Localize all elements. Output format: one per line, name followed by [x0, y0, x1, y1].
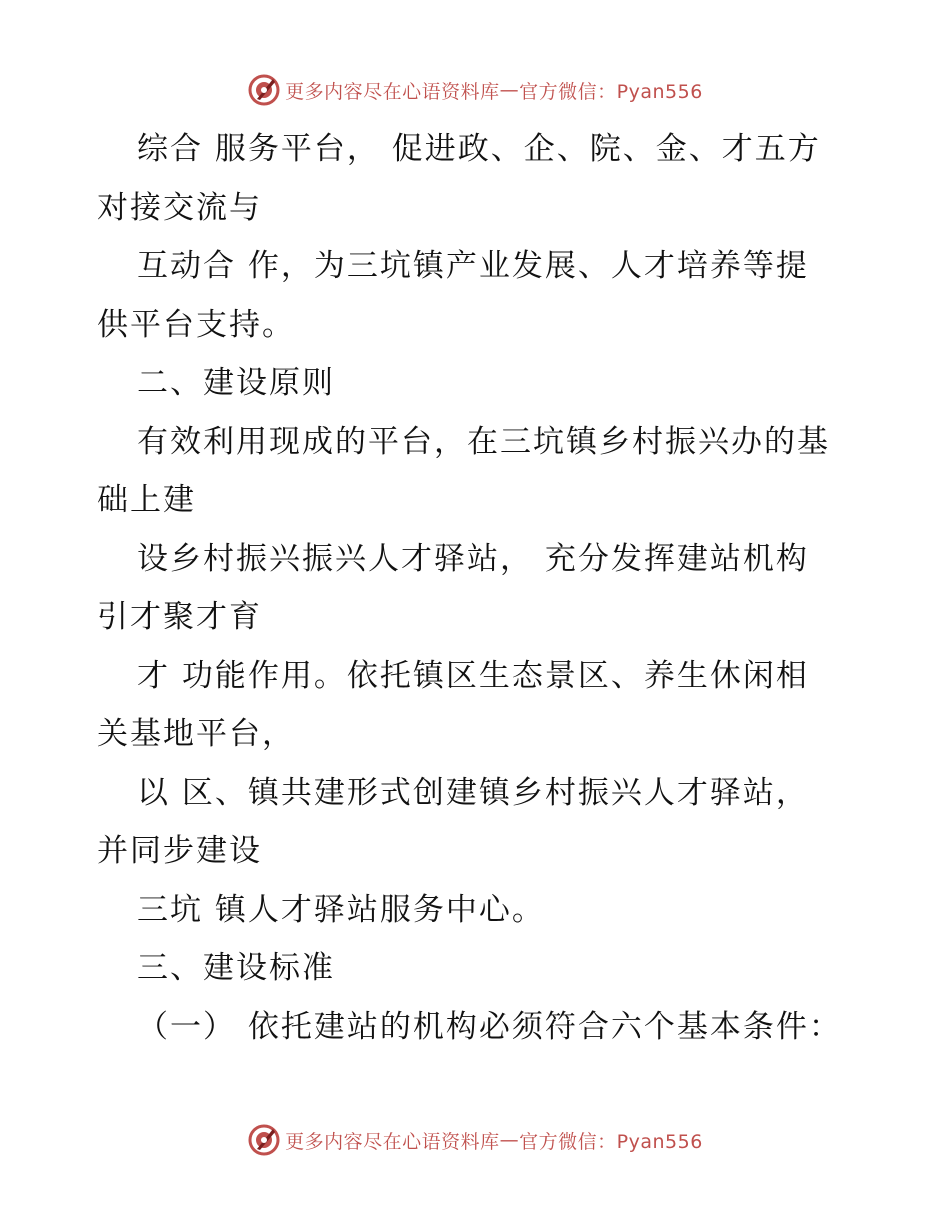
watermark-main-text: 更多内容尽在心语资料库 — [285, 1130, 500, 1153]
watermark-contact: 官方微信：Pyan556 — [519, 1130, 703, 1153]
watermark-separator: — — [499, 79, 520, 101]
paragraph-line: 综合 服务平台， 促进政、企、院、金、才五方 — [137, 131, 821, 167]
footer-watermark — [0, 1120, 950, 1160]
document-body — [97, 120, 867, 1056]
paragraph-line: 并同步建设 — [97, 833, 262, 869]
watermark-separator: — — [499, 1129, 520, 1151]
header-watermark — [0, 70, 950, 110]
section-heading: 三、建设标准 — [137, 950, 335, 986]
watermark-contact: 官方微信：Pyan556 — [519, 80, 703, 103]
paragraph-line: 三坑 镇人才驿站服务中心。 — [137, 891, 545, 928]
subsection-heading: （一） 依托建站的机构必须符合六个基本条件： — [137, 1008, 842, 1045]
paragraph-line: 才 功能作用。依托镇区生态景区、养生休闲相 — [137, 657, 809, 694]
paragraph-line: 设乡村振兴振兴人才驿站， 充分发挥建站机构 — [137, 540, 809, 577]
paragraph-line: 引才聚才育 — [97, 599, 262, 635]
section-heading: 二、建设原则 — [137, 365, 335, 401]
paragraph-line: 对接交流与 — [97, 189, 262, 226]
paragraph-line: 互动合 作，为三坑镇产业发展、人才培养等提 — [137, 248, 809, 284]
watermark-main-text: 更多内容尽在心语资料库 — [285, 80, 500, 103]
paragraph-line: 以 区、镇共建形式创建镇乡村振兴人才驿站， — [137, 774, 809, 811]
quill-seal-icon — [247, 1123, 281, 1157]
paragraph-line: 关基地平台， — [97, 716, 295, 752]
paragraph-line: 础上建 — [97, 482, 196, 518]
paragraph-line: 有效利用现成的平台，在三坑镇乡村振兴办的基 — [137, 423, 830, 460]
quill-seal-icon — [247, 73, 281, 107]
paragraph-line: 供平台支持。 — [97, 306, 295, 343]
